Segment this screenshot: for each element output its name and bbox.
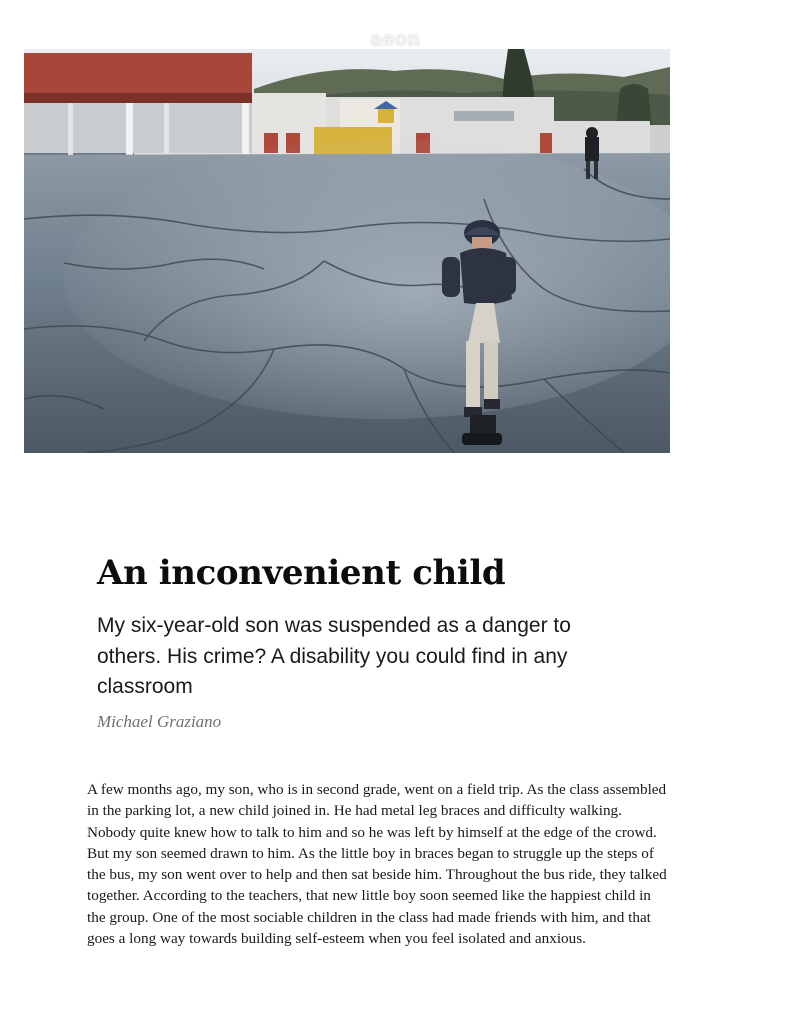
article-title: An inconvenient child	[97, 553, 506, 593]
article-standfirst: My six-year-old son was suspended as a danger to others. His crime? A disability you could find in any classroom	[97, 614, 571, 698]
article-body-paragraph: A few months ago, my son, who is in second grade, went on a field trip. As the class assembled in the parking lot, a new child joined in. He had metal leg braces and difficulty walking. Nobody quite knew how to talk to him and so he was left by himself at the edge of the crowd. But my son seemed drawn to him. As the little boy in braces began to struggle up the steps of the bus, my son went over to help and then sat beside him. Throughout the bus ride, they talked together. According to the teachers, that new little boy soon seemed like the happiest child in the group. One of the most sociable children in the class had made friends with him, and that goes a long way towards building self-esteem when you feel isolated and anxious.	[87, 781, 667, 948]
author-byline[interactable]: Michael Graziano	[97, 712, 222, 731]
aeon-logo[interactable]: aeon	[370, 26, 421, 50]
hero-photo	[24, 49, 670, 453]
